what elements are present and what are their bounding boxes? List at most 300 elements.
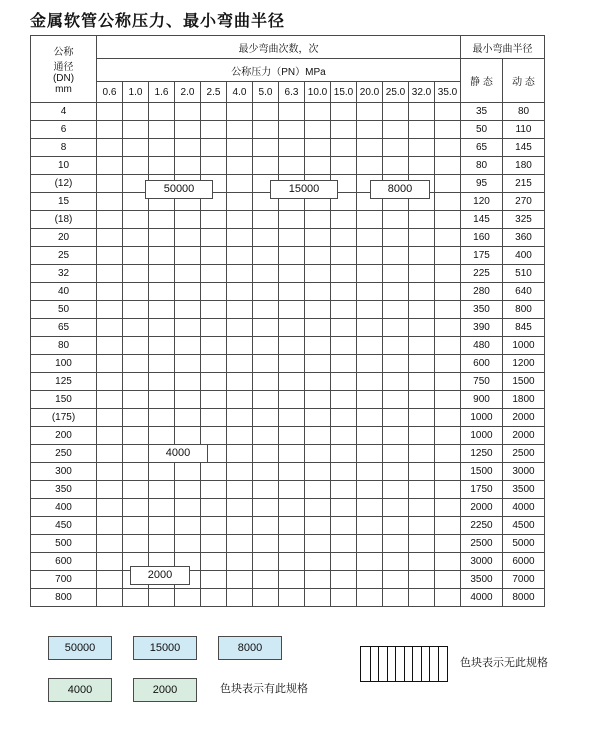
cell-r25-c6 — [253, 553, 279, 571]
header-pressure-2: 1.6 — [149, 82, 175, 103]
cell-r15-c1 — [123, 373, 149, 391]
cell-r24-c9 — [331, 535, 357, 553]
cell-r21-c5 — [227, 481, 253, 499]
table-row — [31, 121, 545, 139]
cell-r16-c2 — [149, 391, 175, 409]
cell-r27-c4 — [201, 589, 227, 607]
cell-r2-c3 — [175, 139, 201, 157]
row-dn-label: 32 — [31, 265, 97, 283]
cell-r10-c4 — [201, 283, 227, 301]
cell-r2-c12 — [409, 139, 435, 157]
cell-r25-c13 — [435, 553, 461, 571]
cell-r24-c0 — [97, 535, 123, 553]
cell-r18-c10 — [357, 427, 383, 445]
row-dn-label: 65 — [31, 319, 97, 337]
cell-r10-c7 — [279, 283, 305, 301]
cell-r9-c4 — [201, 265, 227, 283]
cell-r18-c9 — [331, 427, 357, 445]
row-dynamic-radius: 2000 — [503, 427, 545, 445]
cell-r22-c12 — [409, 499, 435, 517]
cell-r19-c1 — [123, 445, 149, 463]
cell-r23-c4 — [201, 517, 227, 535]
cell-r7-c12 — [409, 229, 435, 247]
row-dynamic-radius: 1500 — [503, 373, 545, 391]
cell-r14-c6 — [253, 355, 279, 373]
header-pressure-10: 20.0 — [357, 82, 383, 103]
cell-r3-c5 — [227, 157, 253, 175]
cell-r13-c6 — [253, 337, 279, 355]
cell-r10-c13 — [435, 283, 461, 301]
cell-r20-c0 — [97, 463, 123, 481]
cell-r9-c1 — [123, 265, 149, 283]
row-dynamic-radius: 4000 — [503, 499, 545, 517]
cell-r6-c5 — [227, 211, 253, 229]
cell-r19-c5 — [227, 445, 253, 463]
cell-r6-c1 — [123, 211, 149, 229]
cell-r10-c12 — [409, 283, 435, 301]
cell-r16-c12 — [409, 391, 435, 409]
header-row-1 — [31, 36, 545, 59]
row-static-radius: 350 — [461, 301, 503, 319]
header-pressure-3: 2.0 — [175, 82, 201, 103]
cell-r0-c5 — [227, 103, 253, 121]
row-static-radius: 3500 — [461, 571, 503, 589]
cell-r26-c11 — [383, 571, 409, 589]
row-static-radius: 175 — [461, 247, 503, 265]
cell-r15-c5 — [227, 373, 253, 391]
cell-r14-c2 — [149, 355, 175, 373]
row-dynamic-radius: 400 — [503, 247, 545, 265]
cell-r23-c2 — [149, 517, 175, 535]
cell-r2-c2 — [149, 139, 175, 157]
cell-r21-c13 — [435, 481, 461, 499]
cell-r22-c13 — [435, 499, 461, 517]
cell-r6-c9 — [331, 211, 357, 229]
cell-r15-c9 — [331, 373, 357, 391]
cell-r24-c7 — [279, 535, 305, 553]
cell-r18-c13 — [435, 427, 461, 445]
row-static-radius: 2000 — [461, 499, 503, 517]
cell-r8-c11 — [383, 247, 409, 265]
cell-r17-c8 — [305, 409, 331, 427]
cell-r18-c1 — [123, 427, 149, 445]
table-row — [31, 319, 545, 337]
cell-r18-c12 — [409, 427, 435, 445]
row-static-radius: 95 — [461, 175, 503, 193]
cell-r20-c13 — [435, 463, 461, 481]
cell-r15-c2 — [149, 373, 175, 391]
cell-r3-c11 — [383, 157, 409, 175]
cell-r2-c10 — [357, 139, 383, 157]
header-pressure-9: 15.0 — [331, 82, 357, 103]
cell-r25-c10 — [357, 553, 383, 571]
row-static-radius: 1000 — [461, 427, 503, 445]
cell-r22-c9 — [331, 499, 357, 517]
header-dn-line1: 公称 — [53, 47, 74, 58]
cell-r8-c4 — [201, 247, 227, 265]
legend-item-50000: 50000 — [48, 636, 112, 660]
cell-r21-c3 — [175, 481, 201, 499]
cell-r12-c7 — [279, 319, 305, 337]
cell-r3-c10 — [357, 157, 383, 175]
cell-r0-c10 — [357, 103, 383, 121]
row-static-radius: 50 — [461, 121, 503, 139]
cell-r21-c10 — [357, 481, 383, 499]
cell-r23-c13 — [435, 517, 461, 535]
cell-r0-c11 — [383, 103, 409, 121]
table-body — [31, 103, 545, 607]
cell-r16-c9 — [331, 391, 357, 409]
cell-r12-c8 — [305, 319, 331, 337]
row-dynamic-radius: 145 — [503, 139, 545, 157]
value-tag-15000: 15000 — [270, 180, 338, 199]
cell-r16-c0 — [97, 391, 123, 409]
legend-item-4000: 4000 — [48, 678, 112, 702]
cell-r18-c0 — [97, 427, 123, 445]
cell-r6-c7 — [279, 211, 305, 229]
cell-r27-c2 — [149, 589, 175, 607]
cell-r8-c0 — [97, 247, 123, 265]
row-dynamic-radius: 6000 — [503, 553, 545, 571]
cell-r10-c2 — [149, 283, 175, 301]
table-row — [31, 283, 545, 301]
header-min-radius: 最小弯曲半径 — [461, 36, 545, 59]
cell-r18-c6 — [253, 427, 279, 445]
table-row — [31, 229, 545, 247]
header-pressure-4: 2.5 — [201, 82, 227, 103]
cell-r20-c2 — [149, 463, 175, 481]
cell-r20-c12 — [409, 463, 435, 481]
cell-r2-c6 — [253, 139, 279, 157]
cell-r21-c11 — [383, 481, 409, 499]
cell-r7-c8 — [305, 229, 331, 247]
cell-r24-c5 — [227, 535, 253, 553]
cell-r8-c6 — [253, 247, 279, 265]
cell-r24-c2 — [149, 535, 175, 553]
cell-r8-c13 — [435, 247, 461, 265]
cell-r8-c7 — [279, 247, 305, 265]
cell-r14-c5 — [227, 355, 253, 373]
cell-r3-c7 — [279, 157, 305, 175]
row-dn-label: 700 — [31, 571, 97, 589]
cell-r17-c0 — [97, 409, 123, 427]
cell-r3-c2 — [149, 157, 175, 175]
cell-r1-c5 — [227, 121, 253, 139]
cell-r20-c10 — [357, 463, 383, 481]
cell-r0-c12 — [409, 103, 435, 121]
header-pressure-5: 4.0 — [227, 82, 253, 103]
cell-r5-c5 — [227, 193, 253, 211]
row-dynamic-radius: 510 — [503, 265, 545, 283]
cell-r0-c1 — [123, 103, 149, 121]
header-static: 静 态 — [461, 59, 503, 103]
row-dynamic-radius: 215 — [503, 175, 545, 193]
row-dynamic-radius: 8000 — [503, 589, 545, 607]
cell-r25-c7 — [279, 553, 305, 571]
cell-r24-c8 — [305, 535, 331, 553]
cell-r11-c6 — [253, 301, 279, 319]
cell-r27-c13 — [435, 589, 461, 607]
legend-item-2000: 2000 — [133, 678, 197, 702]
header-pressure-7: 6.3 — [279, 82, 305, 103]
cell-r13-c3 — [175, 337, 201, 355]
cell-r24-c11 — [383, 535, 409, 553]
cell-r16-c3 — [175, 391, 201, 409]
cell-r25-c9 — [331, 553, 357, 571]
row-static-radius: 1500 — [461, 463, 503, 481]
cell-r17-c6 — [253, 409, 279, 427]
cell-r17-c13 — [435, 409, 461, 427]
cell-r12-c10 — [357, 319, 383, 337]
cell-r21-c1 — [123, 481, 149, 499]
cell-r22-c7 — [279, 499, 305, 517]
row-dn-label: 100 — [31, 355, 97, 373]
cell-r13-c8 — [305, 337, 331, 355]
header-pressure-0: 0.6 — [97, 82, 123, 103]
cell-r14-c3 — [175, 355, 201, 373]
cell-r2-c5 — [227, 139, 253, 157]
table-row — [31, 499, 545, 517]
cell-r21-c7 — [279, 481, 305, 499]
cell-r8-c12 — [409, 247, 435, 265]
cell-r24-c6 — [253, 535, 279, 553]
row-dn-label: 300 — [31, 463, 97, 481]
header-dn-line2: 通径 — [53, 62, 74, 73]
cell-r17-c1 — [123, 409, 149, 427]
cell-r27-c8 — [305, 589, 331, 607]
cell-r10-c11 — [383, 283, 409, 301]
cell-r1-c10 — [357, 121, 383, 139]
cell-r4-c13 — [435, 175, 461, 193]
row-dn-label: 10 — [31, 157, 97, 175]
row-dn-label: 15 — [31, 193, 97, 211]
cell-r12-c3 — [175, 319, 201, 337]
cell-r12-c5 — [227, 319, 253, 337]
cell-r3-c3 — [175, 157, 201, 175]
cell-r27-c12 — [409, 589, 435, 607]
cell-r16-c4 — [201, 391, 227, 409]
cell-r2-c7 — [279, 139, 305, 157]
cell-r13-c10 — [357, 337, 383, 355]
cell-r6-c0 — [97, 211, 123, 229]
cell-r13-c13 — [435, 337, 461, 355]
row-static-radius: 160 — [461, 229, 503, 247]
table-row — [31, 391, 545, 409]
row-dn-label: 450 — [31, 517, 97, 535]
cell-r26-c12 — [409, 571, 435, 589]
specs-table — [30, 35, 545, 607]
cell-r21-c2 — [149, 481, 175, 499]
row-dn-label: (18) — [31, 211, 97, 229]
row-static-radius: 600 — [461, 355, 503, 373]
cell-r3-c9 — [331, 157, 357, 175]
table-row — [31, 373, 545, 391]
row-static-radius: 280 — [461, 283, 503, 301]
cell-r11-c8 — [305, 301, 331, 319]
cell-r23-c11 — [383, 517, 409, 535]
cell-r21-c12 — [409, 481, 435, 499]
cell-r13-c12 — [409, 337, 435, 355]
cell-r23-c5 — [227, 517, 253, 535]
table-row — [31, 553, 545, 571]
header-bend-times: 最少弯曲次数，次 — [97, 36, 461, 59]
cell-r8-c3 — [175, 247, 201, 265]
cell-r22-c3 — [175, 499, 201, 517]
cell-r5-c13 — [435, 193, 461, 211]
cell-r7-c3 — [175, 229, 201, 247]
cell-r9-c7 — [279, 265, 305, 283]
cell-r0-c2 — [149, 103, 175, 121]
cell-r7-c7 — [279, 229, 305, 247]
cell-r16-c10 — [357, 391, 383, 409]
cell-r15-c12 — [409, 373, 435, 391]
cell-r19-c13 — [435, 445, 461, 463]
cell-r24-c13 — [435, 535, 461, 553]
cell-r11-c1 — [123, 301, 149, 319]
cell-r23-c9 — [331, 517, 357, 535]
cell-r14-c9 — [331, 355, 357, 373]
cell-r24-c4 — [201, 535, 227, 553]
cell-r20-c1 — [123, 463, 149, 481]
row-dn-label: 600 — [31, 553, 97, 571]
cell-r7-c11 — [383, 229, 409, 247]
cell-r14-c12 — [409, 355, 435, 373]
cell-r1-c6 — [253, 121, 279, 139]
cell-r1-c12 — [409, 121, 435, 139]
row-dynamic-radius: 1200 — [503, 355, 545, 373]
cell-r27-c5 — [227, 589, 253, 607]
row-dn-label: 8 — [31, 139, 97, 157]
cell-r23-c6 — [253, 517, 279, 535]
cell-r9-c5 — [227, 265, 253, 283]
cell-r7-c1 — [123, 229, 149, 247]
cell-r7-c2 — [149, 229, 175, 247]
row-dynamic-radius: 845 — [503, 319, 545, 337]
cell-r15-c10 — [357, 373, 383, 391]
cell-r19-c7 — [279, 445, 305, 463]
row-dn-label: 80 — [31, 337, 97, 355]
cell-r17-c11 — [383, 409, 409, 427]
cell-r14-c1 — [123, 355, 149, 373]
cell-r7-c5 — [227, 229, 253, 247]
cell-r25-c11 — [383, 553, 409, 571]
cell-r16-c6 — [253, 391, 279, 409]
cell-r7-c10 — [357, 229, 383, 247]
cell-r3-c8 — [305, 157, 331, 175]
row-dn-label: (175) — [31, 409, 97, 427]
cell-r22-c11 — [383, 499, 409, 517]
legend-grid-swatch — [360, 646, 448, 682]
row-dn-label: (12) — [31, 175, 97, 193]
cell-r19-c0 — [97, 445, 123, 463]
cell-r1-c8 — [305, 121, 331, 139]
cell-r22-c5 — [227, 499, 253, 517]
cell-r14-c10 — [357, 355, 383, 373]
table-row — [31, 481, 545, 499]
row-static-radius: 1000 — [461, 409, 503, 427]
cell-r6-c8 — [305, 211, 331, 229]
cell-r17-c10 — [357, 409, 383, 427]
cell-r11-c3 — [175, 301, 201, 319]
row-dn-label: 150 — [31, 391, 97, 409]
cell-r15-c8 — [305, 373, 331, 391]
row-static-radius: 1750 — [461, 481, 503, 499]
header-pressure-1: 1.0 — [123, 82, 149, 103]
row-dn-label: 800 — [31, 589, 97, 607]
row-dynamic-radius: 3500 — [503, 481, 545, 499]
cell-r12-c2 — [149, 319, 175, 337]
row-static-radius: 120 — [461, 193, 503, 211]
table-row — [31, 157, 545, 175]
cell-r12-c1 — [123, 319, 149, 337]
cell-r27-c6 — [253, 589, 279, 607]
cell-r17-c7 — [279, 409, 305, 427]
header-row-2 — [31, 59, 545, 82]
cell-r27-c3 — [175, 589, 201, 607]
cell-r12-c11 — [383, 319, 409, 337]
cell-r18-c5 — [227, 427, 253, 445]
header-dn — [31, 36, 97, 103]
cell-r3-c6 — [253, 157, 279, 175]
cell-r9-c8 — [305, 265, 331, 283]
cell-r20-c4 — [201, 463, 227, 481]
cell-r8-c9 — [331, 247, 357, 265]
cell-r18-c4 — [201, 427, 227, 445]
cell-r20-c9 — [331, 463, 357, 481]
cell-r17-c4 — [201, 409, 227, 427]
cell-r20-c7 — [279, 463, 305, 481]
value-tag-8000: 8000 — [370, 180, 430, 199]
cell-r7-c0 — [97, 229, 123, 247]
cell-r13-c11 — [383, 337, 409, 355]
cell-r1-c2 — [149, 121, 175, 139]
row-dn-label: 4 — [31, 103, 97, 121]
row-static-radius: 2250 — [461, 517, 503, 535]
cell-r6-c6 — [253, 211, 279, 229]
cell-r1-c1 — [123, 121, 149, 139]
cell-r5-c0 — [97, 193, 123, 211]
cell-r22-c1 — [123, 499, 149, 517]
cell-r20-c3 — [175, 463, 201, 481]
cell-r2-c13 — [435, 139, 461, 157]
row-static-radius: 35 — [461, 103, 503, 121]
cell-r18-c2 — [149, 427, 175, 445]
cell-r8-c5 — [227, 247, 253, 265]
header-pressure-8: 10.0 — [305, 82, 331, 103]
row-dynamic-radius: 2000 — [503, 409, 545, 427]
row-dn-label: 350 — [31, 481, 97, 499]
cell-r1-c7 — [279, 121, 305, 139]
cell-r19-c8 — [305, 445, 331, 463]
cell-r17-c12 — [409, 409, 435, 427]
cell-r19-c10 — [357, 445, 383, 463]
cell-r25-c8 — [305, 553, 331, 571]
row-static-radius: 65 — [461, 139, 503, 157]
cell-r13-c7 — [279, 337, 305, 355]
cell-r17-c9 — [331, 409, 357, 427]
cell-r24-c3 — [175, 535, 201, 553]
table-row — [31, 247, 545, 265]
cell-r25-c5 — [227, 553, 253, 571]
cell-r11-c0 — [97, 301, 123, 319]
cell-r15-c0 — [97, 373, 123, 391]
cell-r23-c1 — [123, 517, 149, 535]
cell-r22-c6 — [253, 499, 279, 517]
row-static-radius: 390 — [461, 319, 503, 337]
cell-r10-c10 — [357, 283, 383, 301]
cell-r11-c7 — [279, 301, 305, 319]
cell-r15-c13 — [435, 373, 461, 391]
